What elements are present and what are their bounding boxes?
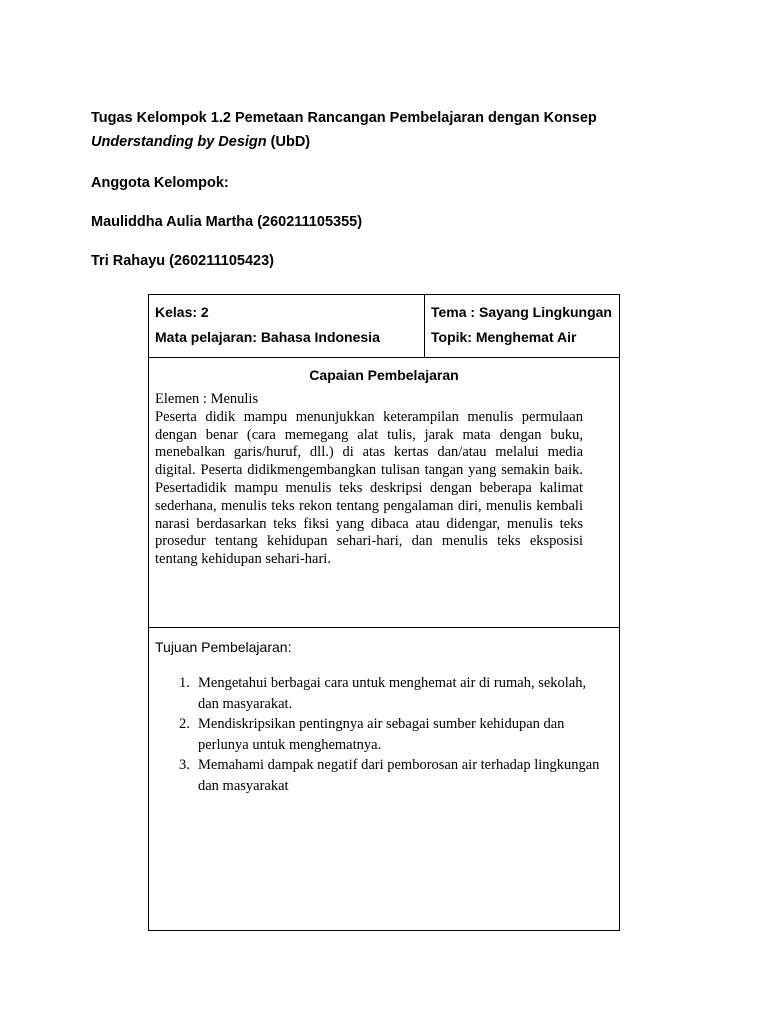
members-label: Anggota Kelompok:	[91, 175, 229, 191]
theme-topic-cell	[425, 295, 619, 357]
class-label: Kelas: 2	[155, 304, 209, 320]
list-item-number: 2.	[179, 716, 190, 732]
list-item	[149, 755, 608, 796]
learning-outcomes-text: Peserta didik mampu menunjukkan keterampilan menulis permulaan dengan benar (cara memegang alat tulis, jarak mata dengan buku, menebalkan garis/huruf, dll.) di atas kertas dan/atau melalui media digital. Peserta didikmengembangkan tulisan tangan yang semakin baik. Pesertadidik mampu menulis teks deskripsi dengan beberapa kalimat sederhana, menulis teks rekon tentang pengalaman diri, menulis kembali narasi berdasarkan teks fiksi yang dibaca atau didengar, menulis teks prosedur tentang kehidupan sehari-hari, dan menulis teks eksposisi tentang kehidupan sehari-hari.	[155, 408, 583, 568]
subject-label: Mata pelajaran: Bahasa Indonesia	[155, 329, 380, 345]
theme-label: Tema : Sayang Lingkungan	[431, 304, 612, 320]
learning-plan-table	[148, 294, 620, 931]
list-item-text: Memahami dampak negatif dari pemborosan air terhadap lingkungan dan masyarakat	[198, 757, 600, 794]
element-label: Elemen : Menulis	[155, 391, 259, 407]
class-info-row	[149, 295, 619, 358]
title-text: Tugas Kelompok 1.2 Pemetaan Rancangan Pembelajaran dengan Konsep	[91, 110, 597, 126]
member-2: Tri Rahayu (260211105423)	[91, 253, 274, 269]
list-item-text: Mendiskripsikan pentingnya air sebagai sumber kehidupan dan perlunya untuk menghematnya.	[198, 716, 565, 753]
title-suffix-text: (UbD)	[266, 134, 311, 150]
learning-objectives-list	[149, 673, 608, 796]
member-1: Mauliddha Aulia Martha (260211105355)	[91, 214, 363, 230]
list-item-number: 1.	[179, 675, 190, 691]
list-item-number: 3.	[179, 757, 190, 773]
title-italic-text: Understanding by Design	[91, 134, 267, 150]
document-title	[91, 106, 691, 154]
list-item	[149, 673, 608, 714]
learning-outcomes-row	[149, 358, 619, 628]
list-item-text: Mengetahui berbagai cara untuk menghemat air di rumah, sekolah, dan masyarakat.	[198, 675, 587, 712]
learning-objectives-heading: Tujuan Pembelajaran:	[155, 639, 292, 655]
learning-outcomes-heading: Capaian Pembelajaran	[309, 367, 459, 383]
list-item	[149, 714, 608, 755]
learning-outcomes-body	[155, 391, 583, 569]
learning-objectives-row	[149, 628, 619, 930]
class-subject-cell	[149, 295, 425, 357]
topic-label: Topik: Menghemat Air	[431, 329, 577, 345]
